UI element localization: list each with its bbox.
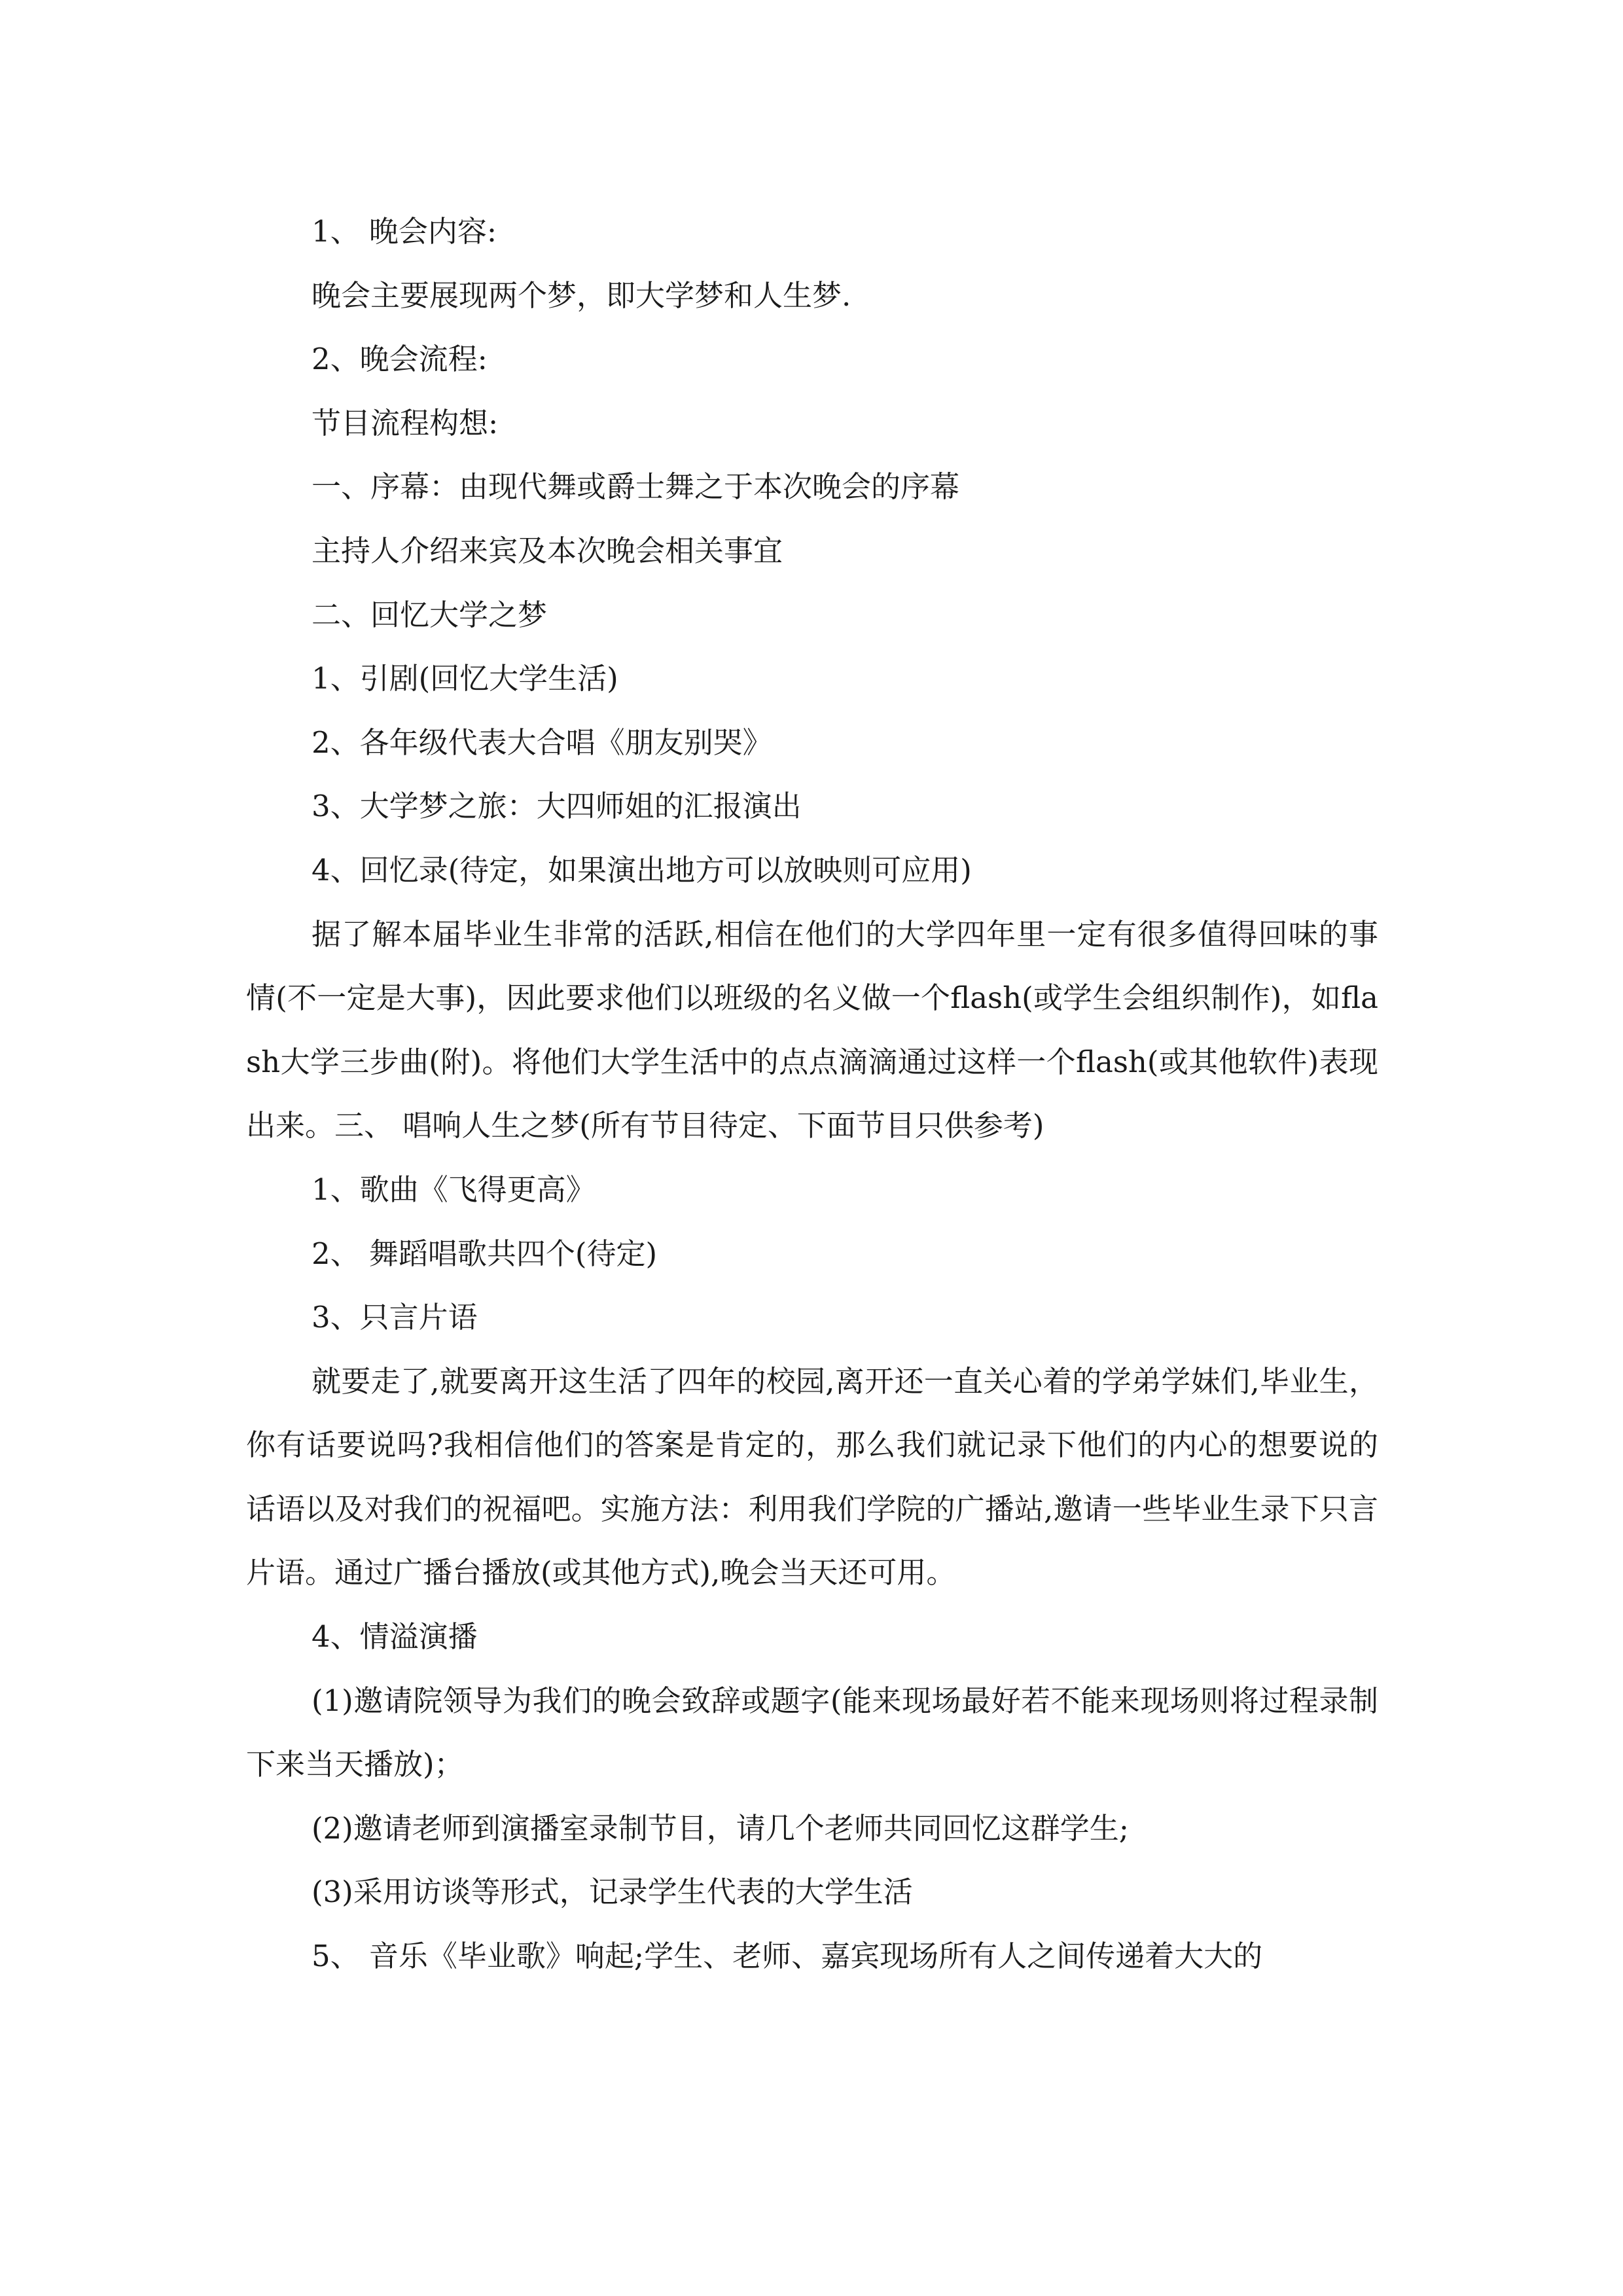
text-line: 二、回忆大学之梦 bbox=[312, 597, 548, 632]
list-item: 1、引剧(回忆大学生活) bbox=[312, 661, 618, 696]
list-item: 3、大学梦之旅：大四师姐的汇报演出 bbox=[312, 789, 802, 824]
list-item: 2、 舞蹈唱歌共四个(待定) bbox=[312, 1236, 658, 1271]
list-item: 1、歌曲《飞得更高》 bbox=[312, 1172, 596, 1207]
list-item: 2、各年级代表大合唱《朋友别哭》 bbox=[312, 725, 772, 760]
paragraph: (1)邀请院领导为我们的晚会致辞或题字(能来现场最好若不能来现场则将过程录制下来当天播放)； bbox=[246, 1683, 1378, 1782]
list-item: 4、情溢演播 bbox=[312, 1619, 478, 1655]
paragraph: 据了解本届毕业生非常的活跃,相信在他们的大学四年里一定有很多值得回味的事情(不一定是大事)，因此要求他们以班级的名义做一个flash(或学生会组织制作)，如flash大学三步曲(附)。将他们大学生活中的点点滴滴通过这样一个flash(或其他软件)表现出来。三、 唱响人生之梦(所有节目待定、下面节目只供参考) bbox=[246, 916, 1378, 1143]
list-item: (3)采用访谈等形式，记录学生代表的大学生活 bbox=[312, 1874, 913, 1910]
text-line: 一、序幕：由现代舞或爵士舞之于本次晚会的序幕 bbox=[312, 469, 960, 505]
document-body bbox=[246, 200, 1378, 1988]
paragraph: 就要走了,就要离开这生活了四年的校园,离开还一直关心着的学弟学妹们,毕业生，你有话要说吗?我相信他们的答案是肯定的，那么我们就记录下他们的内心的想要说的话语以及对我们的祝福吧。实施方法：利用我们学院的广播站,邀请一些毕业生录下只言片语。通过广播台播放(或其他方式),晚会当天还可用。 bbox=[246, 1363, 1378, 1590]
text-line: 节目流程构想: bbox=[312, 405, 499, 440]
section-heading-flow: 2、晚会流程: bbox=[312, 342, 488, 377]
list-item: 4、回忆录(待定，如果演出地方可以放映则可应用) bbox=[312, 852, 972, 888]
text-line: 主持人介绍来宾及本次晚会相关事宜 bbox=[312, 533, 783, 568]
list-item: (2)邀请老师到演播室录制节目，请几个老师共同回忆这群学生; bbox=[312, 1810, 1129, 1846]
list-item: 3、只言片语 bbox=[312, 1300, 478, 1335]
section-heading-content: 1、 晚会内容: bbox=[312, 214, 497, 249]
list-item: 5、 音乐《毕业歌》响起;学生、老师、嘉宾现场所有人之间传递着大大的 bbox=[312, 1939, 1263, 1974]
text-line: 晚会主要展现两个梦，即大学梦和人生梦. bbox=[312, 278, 851, 313]
